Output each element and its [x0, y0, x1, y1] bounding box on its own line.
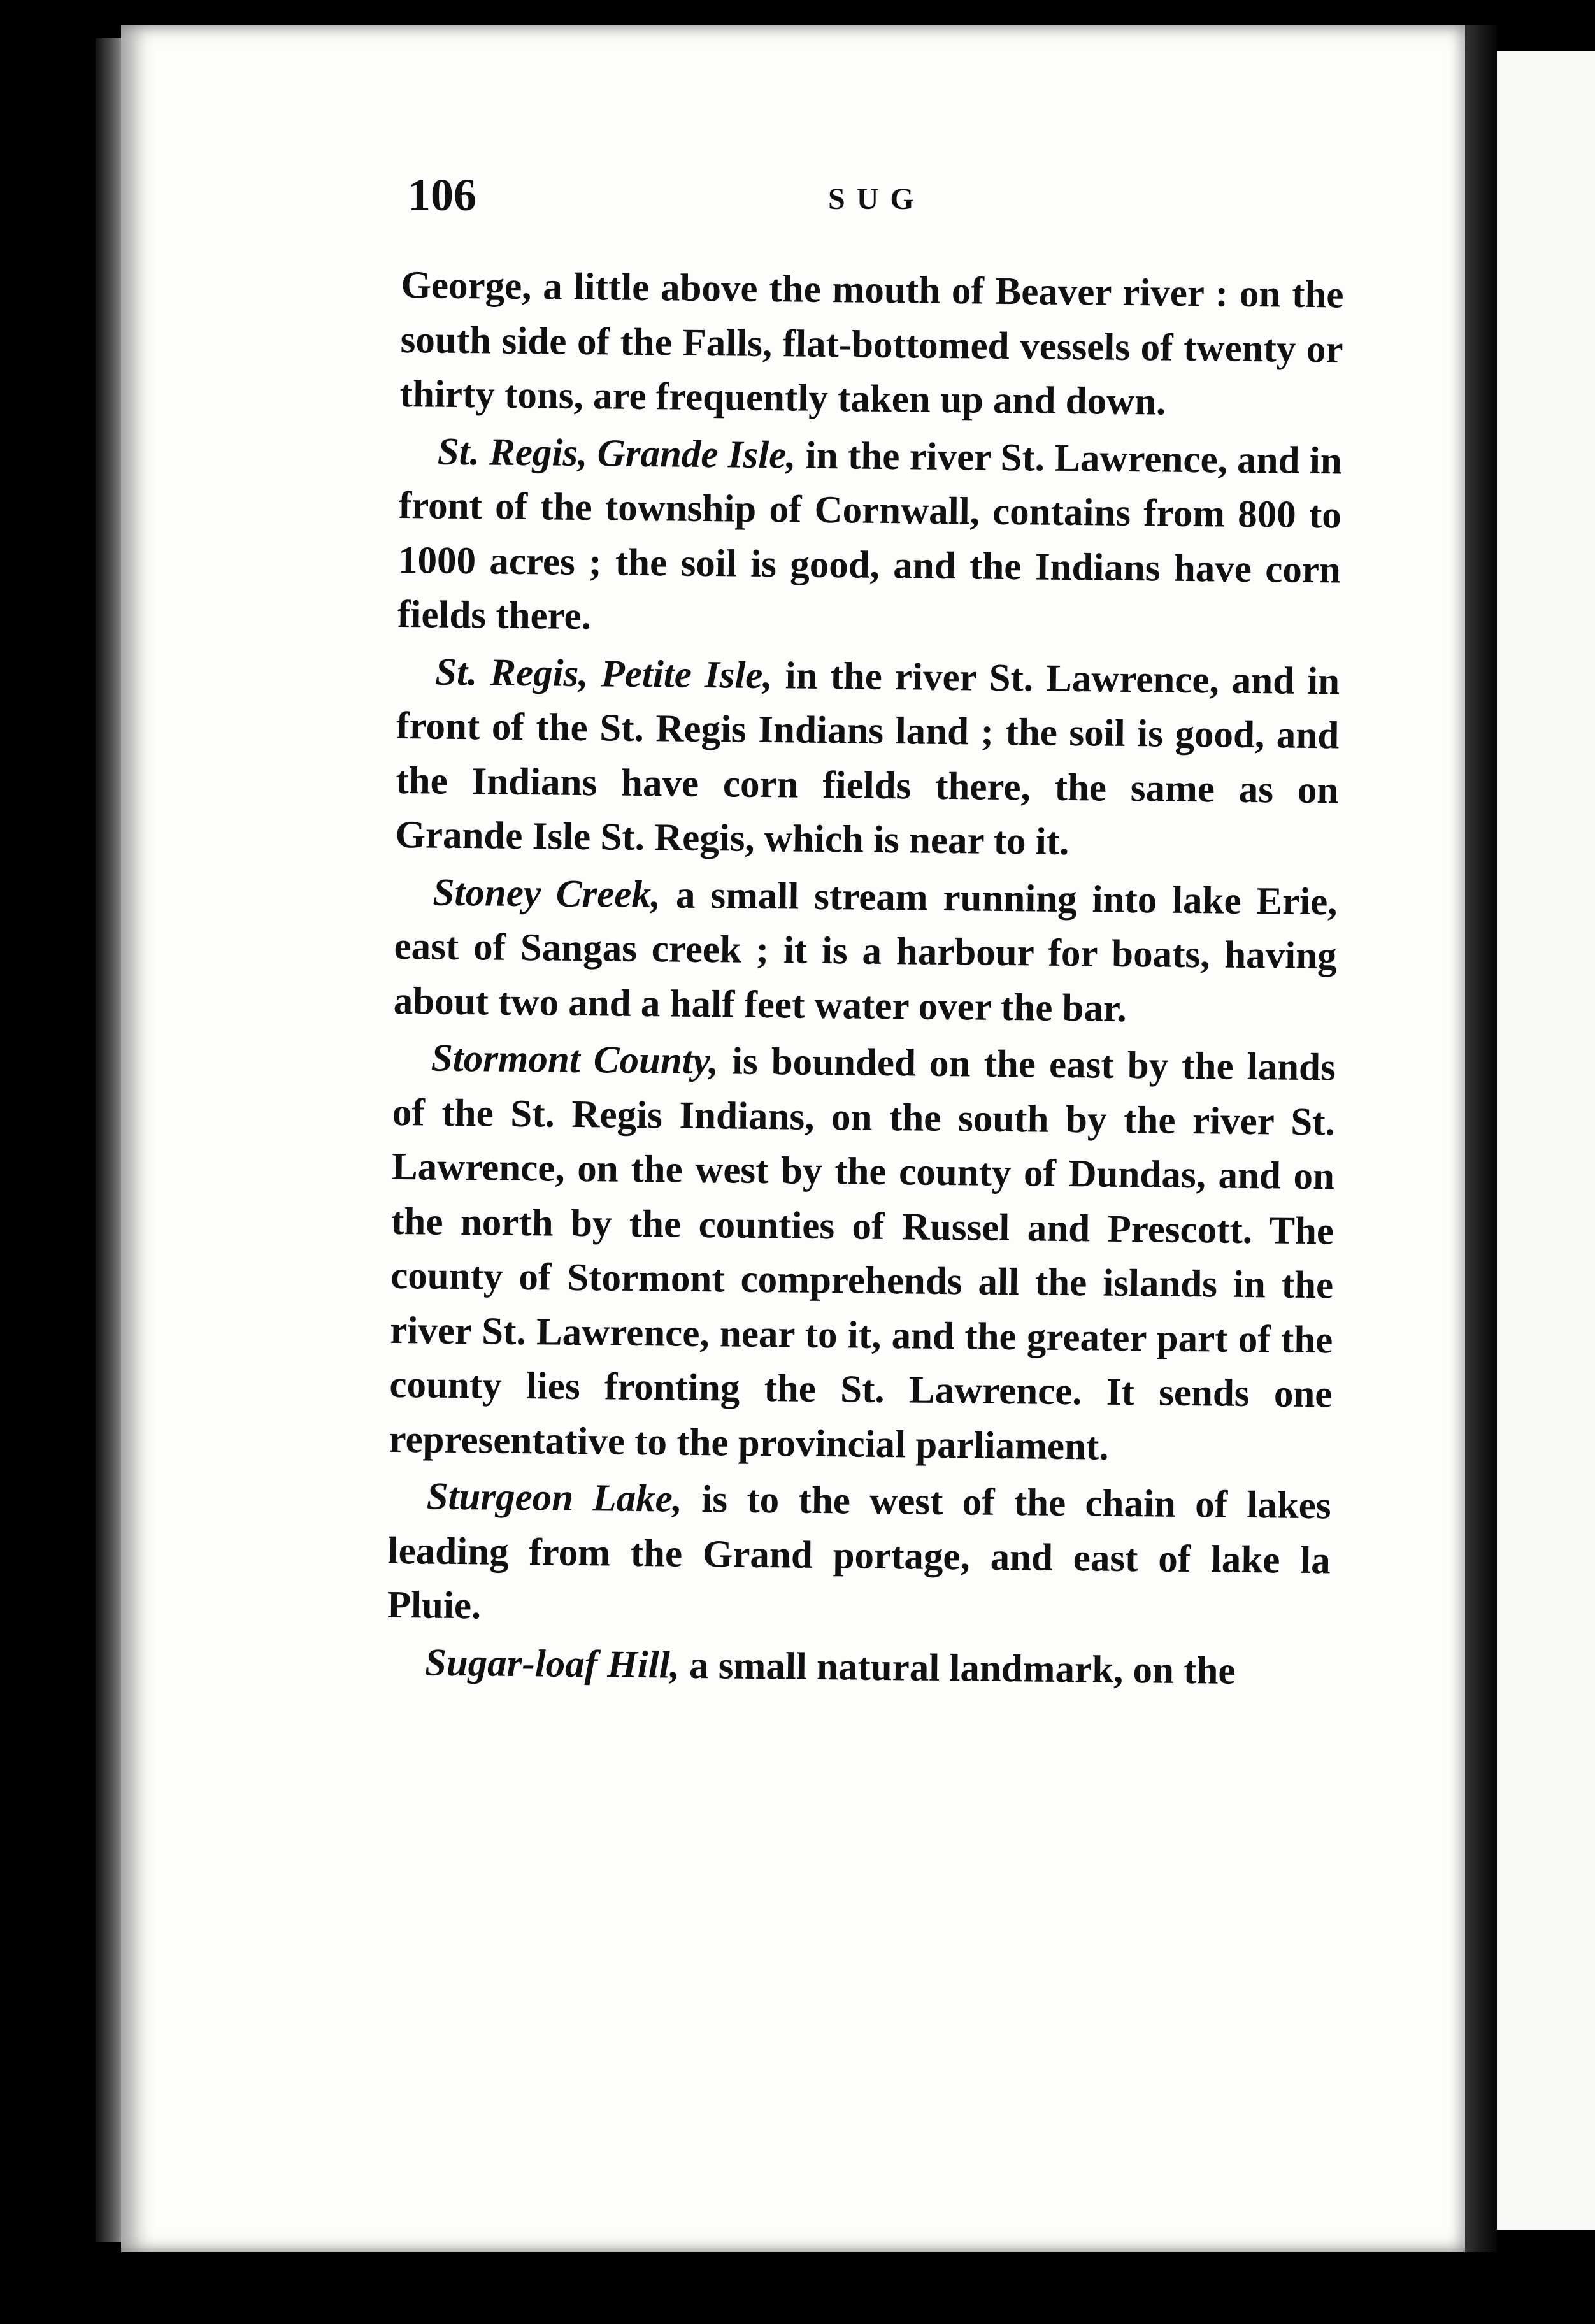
entry-name: Sugar-loaf Hill, — [424, 1641, 680, 1687]
entry-text: in the river St. Lawrence, and in front of the St. Regis Indians land ; the soil is good, and the Indians have corn fields there, the same as on Grande Isle St. Regis, which is near to it. — [395, 654, 1340, 864]
entry-sugar-loaf-hill — [386, 1635, 1329, 1699]
entry-name: Stormont County, — [431, 1036, 719, 1083]
page-header — [408, 169, 1338, 226]
entry-text: is bounded on the east by the lands of the St. Regis Indians, on the south by the river St. Lawrence, on the west by the county of Dundas, and on the north by the counties of Russel and Prescott. The county of Stormont comprehends all the islands in the river St. Lawrence, near to it, and the greater part of the county lies fronting the St. Lawrence. It sends one representative to the provincial parliament. — [389, 1040, 1336, 1468]
entry-name: St. Regis, Grande Isle, — [437, 430, 796, 477]
entry-name: Sturgeon Lake, — [426, 1475, 683, 1521]
entry-name: St. Regis, Petite Isle, — [434, 650, 773, 697]
entry-text: in the river St. Lawrence, and in front of the township of Cornwall, contains from 800 to 1000 acres ; the soil is good, and the Indians have corn fields there. — [397, 434, 1343, 638]
entry-st-regis-grande-isle — [397, 424, 1343, 651]
entry-text: a small stream running into lake Erie, east of Sangas creek ; it is a harbour for boats, having about two and a half feet water over the bar. — [393, 873, 1338, 1030]
entry-st-regis-petite-isle — [395, 644, 1340, 872]
entry-text: is to the west of the chain of lakes leading from the Grand portage, and east of lake la Pluie. — [387, 1477, 1331, 1628]
facing-page-edge — [1497, 51, 1595, 2230]
entry-stoney-creek — [393, 864, 1338, 1038]
paragraph-text: George, a little above the mouth of Beaver river : on the south side of the Falls, flat-bottomed vessels of twenty or thirty tons, are frequently taken up and down. — [399, 263, 1344, 424]
entry-text: a small natural landmark, on the — [679, 1644, 1236, 1693]
running-head: SUG — [828, 182, 926, 216]
book-gutter — [1465, 25, 1497, 2252]
page-text — [386, 258, 1343, 1699]
page-number: 106 — [408, 169, 476, 220]
book-left-edge — [96, 38, 124, 2242]
entry-stormont-county — [389, 1031, 1336, 1476]
entry-name: Stoney Creek, — [433, 871, 661, 916]
paragraph-continuation — [399, 258, 1344, 431]
entry-sturgeon-lake — [387, 1469, 1331, 1642]
